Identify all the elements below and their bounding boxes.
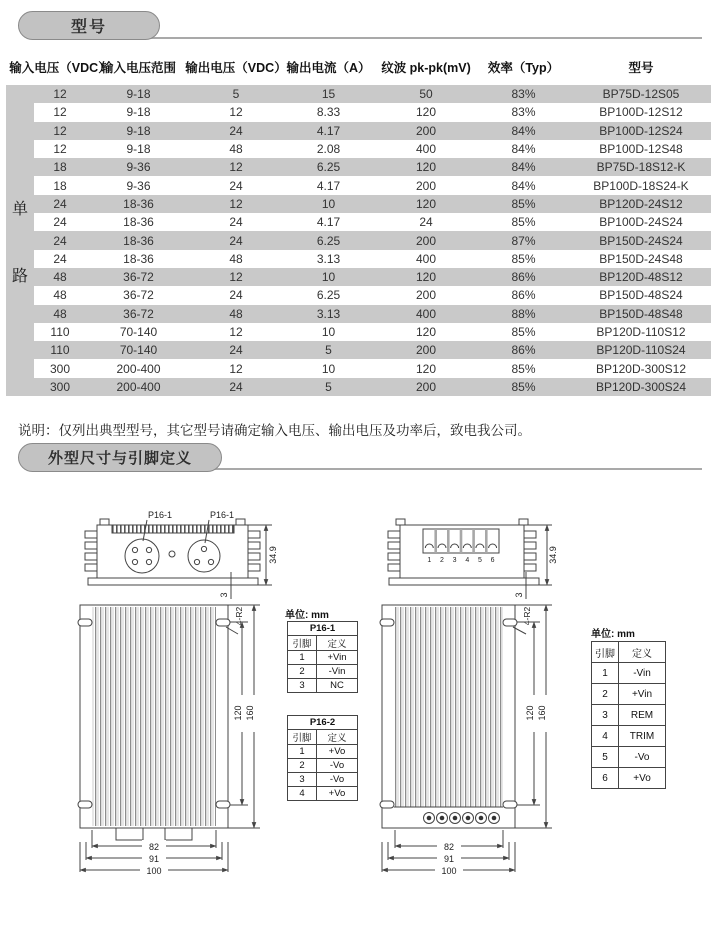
- dim-w2: 91: [148, 854, 160, 864]
- value-cell: 9-36: [126, 178, 151, 193]
- model-table-row: [34, 359, 711, 377]
- value-cell: 18-36: [123, 196, 154, 211]
- value-cell: 5: [325, 379, 332, 394]
- pin-definition-cell: +Vin: [619, 684, 666, 705]
- column-header: 输入电压（VDC）: [9, 60, 111, 75]
- column-header: 输出电流（A）: [286, 60, 371, 75]
- model-table-row: [34, 305, 711, 323]
- value-cell: 24: [229, 215, 243, 230]
- model-cell: BP120D-48S12: [599, 270, 683, 285]
- value-cell: 9-18: [126, 87, 151, 102]
- value-cell: 85%: [511, 215, 536, 230]
- pin-definition-cell: -Vo: [619, 747, 666, 768]
- value-cell: 300: [49, 361, 71, 376]
- value-cell: 24: [229, 288, 243, 303]
- value-cell: 120: [415, 196, 437, 211]
- pin-row: [288, 651, 358, 665]
- value-cell: 200: [415, 233, 437, 248]
- pin-number-cell: 2: [288, 665, 317, 679]
- def-column-header: 定义: [317, 730, 358, 745]
- value-cell: 18-36: [123, 233, 154, 248]
- pin-number-cell: 3: [288, 679, 317, 693]
- value-cell: 12: [53, 123, 67, 138]
- pin-table-title: P16-2: [288, 716, 358, 730]
- model-table-row: [34, 140, 711, 158]
- unit-label: 单位: mm: [285, 610, 329, 621]
- pin-definition-cell: +Vo: [317, 745, 358, 759]
- value-cell: 9-18: [126, 142, 151, 157]
- value-cell: 24: [229, 343, 243, 358]
- model-table-row: [34, 286, 711, 304]
- value-cell: 70-140: [119, 325, 158, 339]
- pin-number-cell: 1: [288, 651, 317, 665]
- model-cell: BP100D-24S24: [599, 215, 683, 230]
- value-cell: 4.17: [316, 215, 341, 230]
- value-cell: 12: [229, 270, 243, 285]
- terminal-number: 2: [440, 557, 444, 564]
- value-cell: 12: [229, 196, 243, 211]
- value-cell: 110: [50, 343, 70, 358]
- def-column-header: 定义: [619, 642, 666, 663]
- value-cell: 120: [415, 160, 437, 175]
- value-cell: 48: [229, 142, 243, 157]
- value-cell: 10: [321, 196, 336, 211]
- model-cell: BP150D-48S48: [599, 306, 683, 321]
- pin-row: [288, 787, 358, 801]
- section-title-models: 型号: [18, 11, 160, 40]
- pin-number-cell: 1: [592, 663, 619, 684]
- value-cell: 5: [325, 343, 332, 358]
- value-cell: 400: [415, 251, 437, 266]
- value-cell: 48: [53, 306, 67, 321]
- value-cell: 6.25: [316, 160, 341, 175]
- value-cell: 5: [232, 87, 240, 102]
- pin-row: [288, 745, 358, 759]
- value-cell: 6.25: [316, 233, 341, 248]
- value-cell: 200: [415, 178, 437, 193]
- value-cell: 70-140: [119, 343, 158, 358]
- model-table-row: [34, 378, 711, 396]
- value-cell: 300: [49, 379, 71, 394]
- pin-number-cell: 5: [592, 747, 619, 768]
- pin-definition-cell: REM: [619, 705, 666, 726]
- pin-number-cell: 2: [592, 684, 619, 705]
- column-header: 输入电压范围: [100, 60, 176, 75]
- value-cell: 9-18: [126, 123, 151, 138]
- pin-definition-cell: -Vin: [619, 663, 666, 684]
- model-cell: BP120D-110S12: [596, 325, 686, 339]
- model-table-row: [34, 268, 711, 286]
- model-cell: BP120D-300S12: [595, 361, 687, 376]
- model-table-row: [34, 122, 711, 140]
- dim-w1: 82: [148, 842, 160, 852]
- value-cell: 200-400: [116, 361, 161, 376]
- value-cell: 85%: [511, 325, 536, 339]
- value-cell: 4.17: [316, 178, 341, 193]
- pin-table-p16-1: [287, 621, 358, 693]
- value-cell: 24: [53, 196, 67, 211]
- value-cell: 200: [415, 379, 437, 394]
- terminal-number: 5: [477, 557, 482, 564]
- value-cell: 18: [53, 178, 67, 193]
- value-cell: 85%: [511, 361, 536, 376]
- pin-row: [288, 759, 358, 773]
- left-module-top-view: [85, 519, 260, 585]
- value-cell: 120: [415, 270, 437, 285]
- right-module-bottom-view: [380, 605, 526, 828]
- pin-row: [288, 665, 358, 679]
- pin-number-cell: 4: [592, 726, 619, 747]
- value-cell: 120: [415, 105, 437, 120]
- value-cell: 24: [53, 233, 67, 248]
- pin-definition-cell: -Vo: [317, 773, 358, 787]
- section-title-outline: 外型尺寸与引脚定义: [18, 443, 222, 472]
- value-cell: 12: [229, 160, 243, 175]
- value-cell: 24: [53, 215, 67, 230]
- connector-label: P16-1: [148, 510, 173, 520]
- value-cell: 83%: [511, 105, 536, 120]
- model-table-row: [34, 103, 711, 121]
- value-cell: 85%: [511, 196, 536, 211]
- left-module-bottom-view: [78, 605, 238, 840]
- value-cell: 48: [229, 251, 243, 266]
- pin-table-p16-2: [287, 715, 358, 801]
- value-cell: 110: [50, 325, 70, 339]
- model-cell: BP100D-18S24-K: [593, 178, 689, 193]
- value-cell: 18-36: [123, 215, 154, 230]
- value-cell: 48: [229, 306, 243, 321]
- terminal-number: 6: [490, 557, 495, 564]
- model-cell: BP150D-24S48: [599, 251, 683, 266]
- value-cell: 18: [53, 160, 67, 175]
- value-cell: 86%: [511, 270, 536, 285]
- terminal-number: 1: [427, 557, 432, 564]
- value-cell: 10: [321, 325, 336, 339]
- value-cell: 84%: [511, 178, 536, 193]
- value-cell: 3.13: [316, 251, 341, 266]
- pin-row: [592, 747, 666, 768]
- dim-w2: 91: [443, 854, 455, 864]
- pin-definition-cell: TRIM: [619, 726, 666, 747]
- value-cell: 200: [415, 288, 437, 303]
- value-cell: 9-18: [126, 105, 151, 120]
- value-cell: 2.08: [316, 142, 341, 157]
- value-cell: 84%: [511, 142, 536, 157]
- model-table-row: [34, 85, 711, 103]
- value-cell: 120: [415, 361, 437, 376]
- dim-outer-height: 160: [537, 705, 547, 721]
- dim-height: 34.9: [548, 546, 558, 564]
- dim-slot: 4-R2: [234, 606, 244, 626]
- pin-row: [592, 726, 666, 747]
- pin-column-header: 引脚: [288, 636, 317, 651]
- value-cell: 36-72: [123, 288, 154, 303]
- value-cell: 24: [229, 123, 243, 138]
- right-module-top-view: [388, 519, 539, 585]
- pin-row: [288, 773, 358, 787]
- terminal-number: 4: [465, 557, 470, 564]
- dim-slot: 4-R2: [522, 606, 532, 626]
- pin-row: [592, 684, 666, 705]
- model-table-row: [34, 341, 711, 359]
- pin-number-cell: 3: [288, 773, 317, 787]
- value-cell: 24: [53, 251, 67, 266]
- value-cell: 86%: [511, 288, 536, 303]
- column-header: 效率（Typ）: [487, 60, 560, 75]
- value-cell: 48: [53, 288, 67, 303]
- side-label-bottom: 路: [11, 267, 28, 285]
- pin-row: [592, 663, 666, 684]
- value-cell: 3.13: [316, 306, 341, 321]
- value-cell: 400: [415, 306, 437, 321]
- model-table-row: [34, 213, 711, 231]
- value-cell: 12: [229, 325, 243, 339]
- model-table-row: [34, 250, 711, 268]
- pin-table-terminal: [591, 641, 666, 789]
- pin-number-cell: 6: [592, 768, 619, 789]
- column-header: 型号: [628, 60, 654, 75]
- model-cell: BP150D-24S24: [599, 233, 683, 248]
- model-cell: BP100D-12S12: [599, 105, 683, 120]
- model-cell: BP150D-48S24: [599, 288, 683, 303]
- pin-definition-cell: +Vin: [317, 651, 358, 665]
- dim-w1: 82: [443, 842, 455, 852]
- value-cell: 24: [229, 233, 243, 248]
- column-header: 输出电压（VDC）: [185, 60, 287, 75]
- value-cell: 87%: [511, 233, 536, 248]
- value-cell: 24: [229, 379, 243, 394]
- pin-column-header: 引脚: [288, 730, 317, 745]
- pin-definition-cell: NC: [317, 679, 358, 693]
- terminal-number: 3: [452, 557, 457, 564]
- value-cell: 50: [419, 87, 433, 102]
- model-cell: BP75D-18S12-K: [596, 160, 686, 175]
- value-cell: 18-36: [123, 251, 154, 266]
- dim-w3: 100: [146, 866, 162, 876]
- value-cell: 12: [53, 105, 67, 120]
- connector-label: P16-1: [210, 510, 235, 520]
- model-cell: BP100D-12S24: [599, 123, 683, 138]
- dim-w3: 100: [441, 866, 457, 876]
- dim-outer-height: 160: [245, 705, 255, 721]
- model-table-row: [34, 323, 711, 341]
- dim-inner-height: 120: [233, 705, 243, 721]
- value-cell: 85%: [511, 251, 536, 266]
- value-cell: 84%: [511, 123, 536, 138]
- value-cell: 200-400: [116, 379, 161, 394]
- model-cell: BP120D-24S12: [599, 196, 683, 211]
- value-cell: 10: [321, 361, 336, 376]
- side-label-top: 单: [11, 200, 28, 218]
- pin-definition-cell: +Vo: [317, 787, 358, 801]
- value-cell: 12: [229, 361, 243, 376]
- value-cell: 6.25: [316, 288, 341, 303]
- pin-column-header: 引脚: [592, 642, 619, 663]
- value-cell: 86%: [511, 343, 536, 358]
- pin-definition-cell: +Vo: [619, 768, 666, 789]
- model-cell: BP120D-300S24: [595, 379, 687, 394]
- value-cell: 48: [53, 270, 67, 285]
- value-cell: 12: [53, 87, 67, 102]
- dim-base-thickness: 3: [219, 592, 229, 598]
- value-cell: 10: [321, 270, 336, 285]
- note-text: 说明：仅列出典型型号，其它型号请确定输入电压、输出电压及功率后，致电我公司。: [18, 422, 531, 438]
- pin-number-cell: 4: [288, 787, 317, 801]
- dim-base-thickness: 3: [514, 592, 524, 598]
- side-band-single-channel: [6, 85, 34, 396]
- value-cell: 120: [415, 325, 437, 339]
- value-cell: 12: [229, 105, 243, 120]
- value-cell: 8.33: [316, 105, 341, 120]
- model-table-row: [34, 195, 711, 213]
- dim-height: 34.9: [268, 546, 278, 564]
- model-table-header: [9, 48, 711, 85]
- value-cell: 84%: [511, 160, 536, 175]
- value-cell: 200: [415, 123, 437, 138]
- unit-label: 单位: mm: [591, 629, 635, 640]
- value-cell: 24: [419, 215, 433, 230]
- model-cell: BP120D-110S24: [596, 343, 686, 358]
- model-cell: BP100D-12S48: [599, 142, 683, 157]
- model-cell: BP75D-12S05: [602, 87, 680, 102]
- pin-row: [288, 679, 358, 693]
- value-cell: 12: [53, 142, 67, 157]
- def-column-header: 定义: [317, 636, 358, 651]
- value-cell: 85%: [511, 379, 536, 394]
- value-cell: 9-36: [126, 160, 151, 175]
- model-table-row: [34, 158, 711, 176]
- value-cell: 36-72: [123, 306, 154, 321]
- pin-number-cell: 1: [288, 745, 317, 759]
- model-table-row: [34, 176, 711, 194]
- column-header: 纹波 pk-pk(mV): [381, 60, 471, 75]
- value-cell: 200: [415, 343, 437, 358]
- value-cell: 15: [321, 87, 336, 102]
- pin-definition-cell: -Vin: [317, 665, 358, 679]
- pin-number-cell: 3: [592, 705, 619, 726]
- value-cell: 400: [415, 142, 437, 157]
- pin-table-title: P16-1: [288, 622, 358, 636]
- pin-definition-cell: -Vo: [317, 759, 358, 773]
- value-cell: 4.17: [316, 123, 341, 138]
- pin-row: [592, 768, 666, 789]
- value-cell: 83%: [511, 87, 536, 102]
- value-cell: 88%: [511, 306, 536, 321]
- dim-inner-height: 120: [525, 705, 535, 721]
- pin-row: [592, 705, 666, 726]
- model-table-body: [34, 85, 711, 396]
- pin-number-cell: 2: [288, 759, 317, 773]
- value-cell: 36-72: [123, 270, 154, 285]
- value-cell: 24: [229, 178, 243, 193]
- model-table-row: [34, 231, 711, 249]
